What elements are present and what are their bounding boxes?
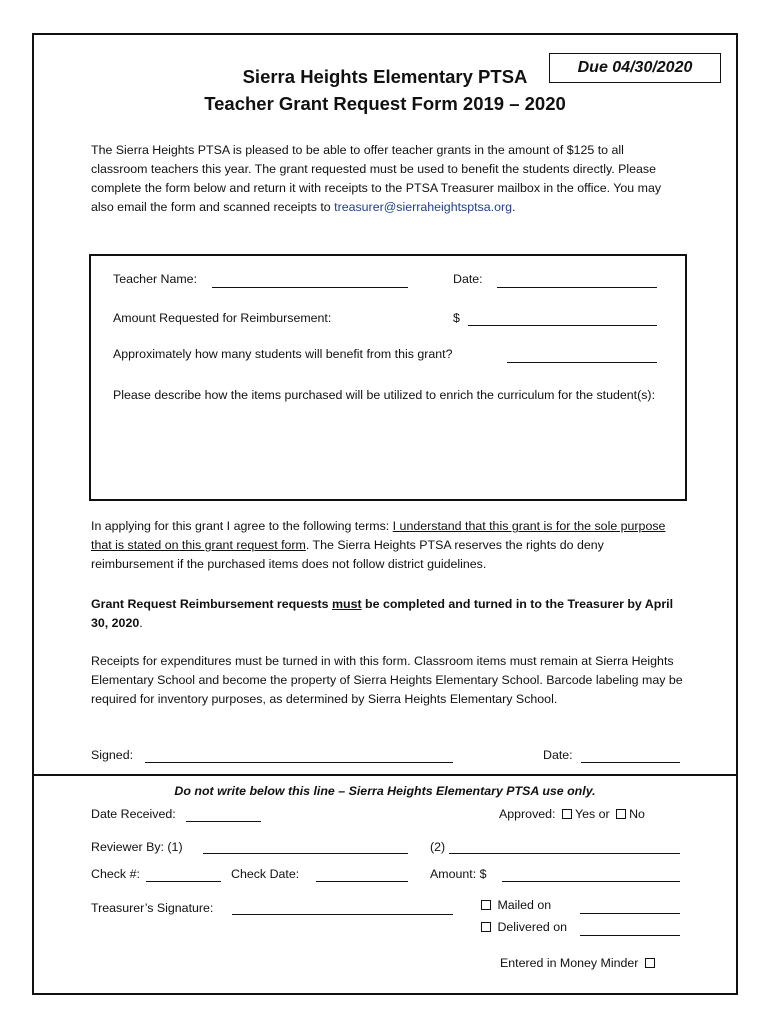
describe-field[interactable] (113, 428, 673, 494)
date-received-label: Date Received: (91, 807, 176, 821)
students-field[interactable] (507, 362, 657, 363)
delivered-date-field[interactable] (580, 935, 680, 936)
page-subtitle: Teacher Grant Request Form 2019 – 2020 (204, 93, 566, 114)
approved-no-checkbox[interactable] (616, 809, 626, 819)
date-label: Date: (453, 272, 483, 286)
money-minder-option (500, 956, 658, 970)
intro-period: . (512, 200, 516, 214)
yes-label: Yes (574, 807, 596, 821)
due-date-badge: Due 04/30/2020 (549, 53, 721, 83)
check-date-field[interactable] (316, 881, 408, 882)
signature-field[interactable] (145, 762, 453, 763)
approved-label: Approved: (499, 807, 556, 821)
amount-field[interactable] (468, 325, 657, 326)
signed-label: Signed: (91, 748, 134, 762)
terms-paragraph (91, 517, 685, 574)
amount-label: Amount Requested for Reimbursement: (113, 311, 332, 325)
mailed-date-field[interactable] (580, 913, 680, 914)
terms-underlined: I understand that this grant is for the sole purpose that is stated on this grant request form (91, 519, 666, 552)
treasurer-email-link[interactable]: treasurer@sierraheightsptsa.org (334, 200, 512, 214)
reviewer-label: Reviewer By: (1) (91, 840, 183, 854)
check-number-field[interactable] (146, 881, 221, 882)
delivered-label: Delivered on (497, 920, 568, 934)
teacher-name-field[interactable] (212, 287, 408, 288)
mailed-option (478, 898, 551, 912)
check-number-label: Check #: (91, 867, 140, 881)
reviewer1-field[interactable] (203, 853, 408, 854)
approved-group (499, 807, 645, 821)
students-label: Approximately how many students will benefit from this grant? (113, 347, 453, 361)
deadline-part2: be completed and turned in to the Treasurer by April 30, 2020 (91, 597, 674, 630)
page-title: Sierra Heights Elementary PTSA (242, 66, 528, 87)
mailed-label: Mailed on (497, 898, 552, 912)
deadline-must: must (332, 597, 362, 611)
dollar-sign: $ (453, 311, 460, 325)
reviewer2-label: (2) (430, 840, 446, 854)
deadline-end: . (139, 616, 143, 630)
date-field[interactable] (497, 287, 657, 288)
check-date-label: Check Date: (231, 867, 300, 881)
reviewer2-field[interactable] (449, 853, 680, 854)
date-received-field[interactable] (186, 821, 261, 822)
approved-yes-checkbox[interactable] (562, 809, 572, 819)
office-use-divider (34, 774, 736, 776)
signed-date-label: Date: (543, 748, 573, 762)
office-use-note: Do not write below this line – Sierra Heights Elementary PTSA use only. (174, 784, 596, 798)
treasurer-signature-label: Treasurer’s Signature: (91, 901, 214, 915)
no-label: No (629, 807, 645, 821)
money-minder-label: Entered in Money Minder (500, 956, 639, 970)
terms-rest: . The Sierra Heights PTSA reserves the rights do deny reimbursement if the purchased items does not follow district guidelines. (91, 538, 604, 571)
office-amount-label: Amount: $ (430, 867, 487, 881)
money-minder-checkbox[interactable] (645, 958, 655, 968)
receipts-paragraph: Receipts for expenditures must be turned in with this form. Classroom items must remain at Sierra Heights Elementary School and become the property of Sierra Heights Elementary School. Barcode labeling may be required for inventory purposes, as determined by Sierra Heights Elementary School. (91, 654, 683, 706)
intro-text: The Sierra Heights PTSA is pleased to be able to offer teacher grants in the amount of $125 to all classroom teachers this year. The grant requested must be used to benefit the students directly. Please complete the form below and return it with receipts to the PTSA Treasurer mailbox in the office. You may also email the form and scanned receipts to (91, 143, 662, 214)
terms-lead: In applying for this grant I agree to the following terms: (91, 519, 393, 533)
or-label: or (598, 807, 610, 821)
office-amount-field[interactable] (502, 881, 680, 882)
delivered-option (478, 920, 567, 934)
treasurer-signature-field[interactable] (232, 914, 453, 915)
deadline-part1: Grant Request Reimbursement requests (91, 597, 332, 611)
signed-date-field[interactable] (581, 762, 680, 763)
delivered-checkbox[interactable] (481, 922, 491, 932)
deadline-paragraph (91, 595, 685, 633)
teacher-name-label: Teacher Name: (113, 272, 198, 286)
describe-label: Please describe how the items purchased will be utilized to enrich the curriculum for the student(s): (113, 388, 656, 402)
intro-paragraph (91, 141, 681, 217)
mailed-checkbox[interactable] (481, 900, 491, 910)
